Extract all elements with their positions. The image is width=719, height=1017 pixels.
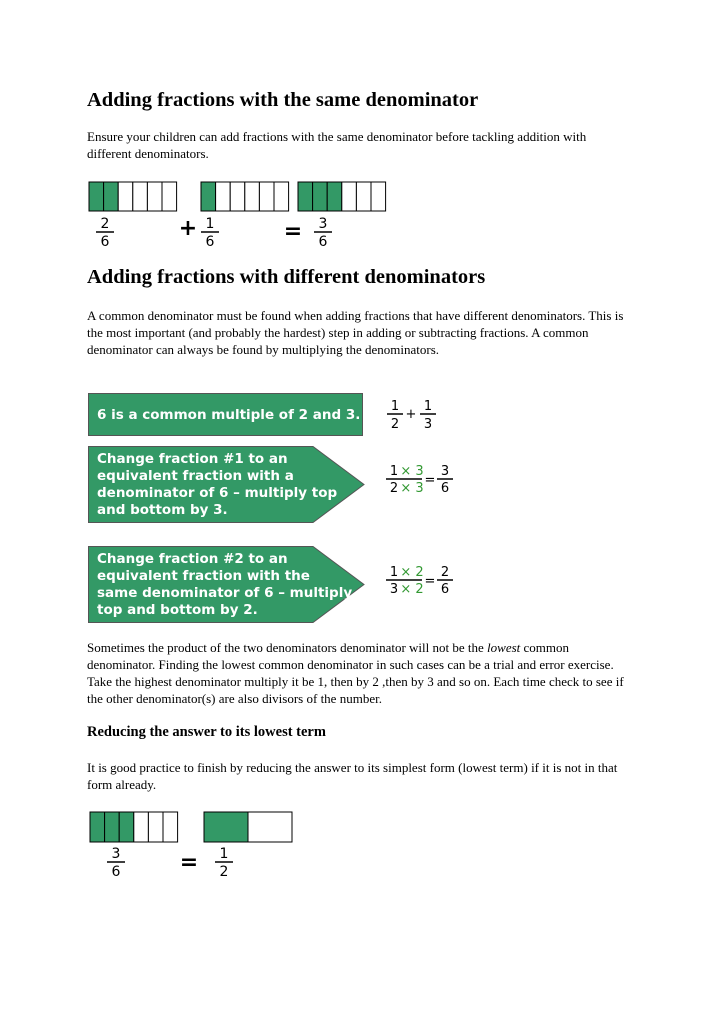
bar-cell-empty <box>148 812 163 842</box>
bar-cell-empty <box>248 812 292 842</box>
bar-cell-filled <box>313 182 328 211</box>
numerator: 1 <box>423 399 433 414</box>
step-text-line: equivalent fraction with a <box>97 468 294 484</box>
bar-cell-empty <box>230 182 245 211</box>
bar-cell-filled <box>201 182 216 211</box>
bar-cell-empty <box>259 182 274 211</box>
numerator: 1 <box>389 464 399 479</box>
numerator: 3 <box>318 216 328 232</box>
step-text: 6 is a common multiple of 2 and 3. <box>97 407 361 423</box>
emphasis-lowest: lowest <box>487 640 521 655</box>
bar-cell-empty <box>163 812 178 842</box>
denominator: 2 <box>389 481 399 496</box>
multiplier: × 2 <box>400 582 424 597</box>
multiplier: × 3 <box>400 481 424 496</box>
numerator: 3 <box>111 846 121 862</box>
bar-cell-empty <box>118 182 133 211</box>
step-3-change-fraction-2 <box>88 546 373 624</box>
bar-cell-empty <box>245 182 260 211</box>
bar-cell-empty <box>342 182 357 211</box>
intro-different-denominators: A common denominator must be found when adding fractions that have different denominators. This is the most important (and probably the hardest) step in adding or subtracting fractions. A common denominator can always be found by multiplying the denominators. <box>87 308 624 357</box>
heading-lowest-term: Reducing the answer to its lowest term <box>87 724 326 740</box>
equals-sign: = <box>424 574 436 589</box>
denominator: 2 <box>219 864 229 880</box>
denominator: 6 <box>440 582 450 597</box>
heading-different-denominators: Adding fractions with different denominators <box>87 266 486 288</box>
numerator: 1 <box>390 399 400 414</box>
multiplier: × 3 <box>400 464 424 479</box>
bar-cell-filled <box>89 182 104 211</box>
numerator: 2 <box>100 216 110 232</box>
step-2-change-fraction-1 <box>88 446 373 524</box>
denominator: 3 <box>423 417 433 432</box>
denominator: 2 <box>390 417 400 432</box>
bar-cell-empty <box>134 812 149 842</box>
bar-cell-empty <box>133 182 148 211</box>
numerator: 2 <box>440 565 450 580</box>
step-1-expression <box>383 397 443 433</box>
denominator: 6 <box>205 234 215 250</box>
denominator: 3 <box>389 582 399 597</box>
denominator: 6 <box>111 864 121 880</box>
denominator: 6 <box>318 234 328 250</box>
bar-cell-filled <box>119 812 134 842</box>
fraction-bar <box>89 182 177 211</box>
fraction-bar <box>298 182 386 211</box>
denominator: 6 <box>440 481 450 496</box>
bar-cell-filled <box>104 182 119 211</box>
fraction-bar <box>201 182 289 211</box>
numerator: 3 <box>440 464 450 479</box>
step-text-line: top and bottom by 2. <box>97 602 258 618</box>
bar-cell-empty <box>356 182 371 211</box>
fraction-bar <box>204 812 292 842</box>
intro-lowest-term: It is good practice to finish by reducing the answer to its simplest form (lowest term) if it is not in that form already. <box>87 760 618 792</box>
paragraph-text: common denominator. Finding the lowest common denominator in such cases can be a trial and error exercise. Take the highest denominator multiply it be 1, then by 2 ,then by 3 and so on. Each time check to see if the other denominator(s) are also divisors of the number. <box>87 640 624 706</box>
lowest-term-diagram <box>88 811 308 881</box>
intro-same-denominator: Ensure your children can add fractions with the same denominator before tackling addition with different denominators. <box>87 129 587 161</box>
numerator: 1 <box>219 846 229 862</box>
numerator: 1 <box>389 565 399 580</box>
bar-cell-empty <box>371 182 386 211</box>
bar-cell-empty <box>147 182 162 211</box>
equals-sign: = <box>179 850 199 875</box>
numerator: 1 <box>205 216 215 232</box>
bar-cell-filled <box>204 812 248 842</box>
equals-sign: = <box>283 219 303 244</box>
same-denominator-diagram <box>87 180 397 252</box>
plus-sign: + <box>405 407 417 422</box>
equals-sign: = <box>424 473 436 488</box>
paragraph-text: Sometimes the product of the two denominators denominator will not be the <box>87 640 488 655</box>
bar-cell-filled <box>105 812 120 842</box>
heading-same-denominator: Adding fractions with the same denominator <box>87 89 479 111</box>
step-3-expression <box>384 562 464 598</box>
fraction-bar <box>90 812 178 842</box>
step-text-line: denominator of 6 – multiply top <box>97 485 338 501</box>
bar-cell-empty <box>216 182 231 211</box>
bar-cell-empty <box>274 182 289 211</box>
step-text-line: Change fraction #1 to an <box>97 451 288 467</box>
step-text-line: same denominator of 6 – multiply <box>97 585 353 601</box>
bar-cell-filled <box>90 812 105 842</box>
multiplier: × 2 <box>400 565 424 580</box>
bar-cell-empty <box>162 182 177 211</box>
plus-sign: + <box>178 216 198 241</box>
step-1-common-multiple <box>88 393 368 437</box>
step-text-line: equivalent fraction with the <box>97 568 310 584</box>
step-text-line: and bottom by 3. <box>97 502 228 518</box>
step-text-line: Change fraction #2 to an <box>97 551 288 567</box>
bar-cell-filled <box>298 182 313 211</box>
denominator: 6 <box>100 234 110 250</box>
bar-cell-filled <box>327 182 342 211</box>
lowest-common-denominator-paragraph <box>87 639 632 707</box>
step-2-expression <box>384 461 464 497</box>
